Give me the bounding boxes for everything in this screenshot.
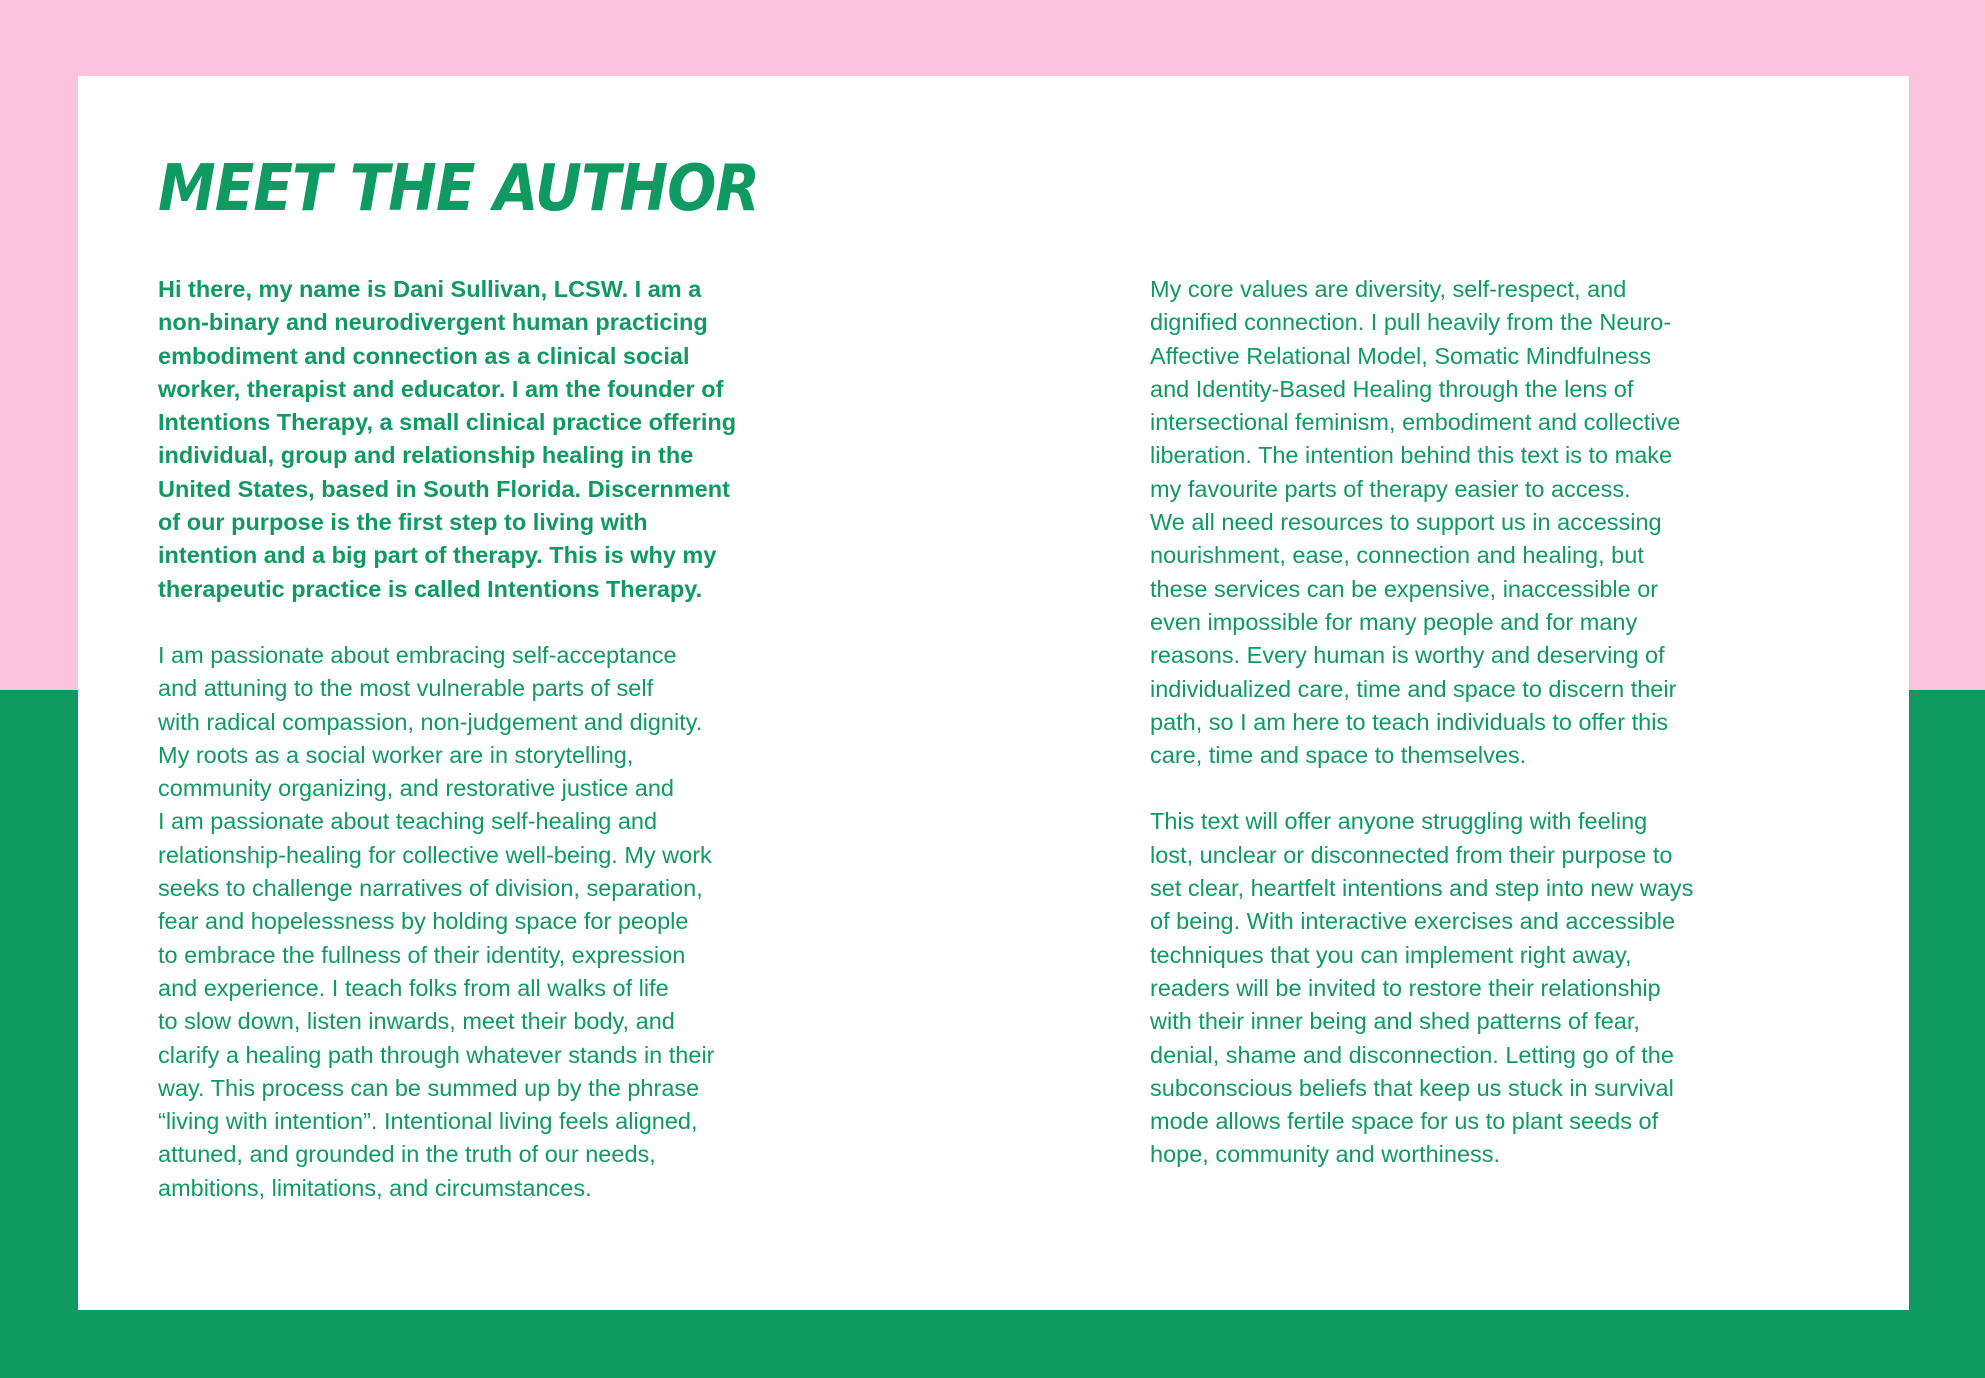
right-column: [1150, 273, 1850, 1172]
page-card: [78, 76, 1909, 1310]
offer-paragraph: This text will offer anyone struggling with feeling lost, unclear or disconnected from their purpose to set clear, heartfelt intentions and step into new ways of being. With interactive exercises and accessible techniques that you can implement right away, readers will be invited to restore their relationship with their inner being and shed patterns of fear, denial, shame and disconnection. Letting go of the subconscious beliefs that keep us stuck in survival mode allows fertile space for us to plant seeds of hope, community and worthiness.: [1150, 808, 1694, 1168]
passion-paragraph: I am passionate about embracing self-acceptance and attuning to the most vulnerable parts of self with radical compassion, non-judgement and dignity. My roots as a social worker are in storytelling, community organizing, and restorative justice and I am passionate about teaching self-healing and relationship-healing for collective well-being. My work seeks to challenge narratives of division, separation, fear and hopelessness by holding space for people to embrace the fullness of their identity, expression and experience. I teach folks from all walks of life to slow down, listen inwards, meet their body, and clarify a healing path through whatever stands in their way. This process can be summed up by the phrase “living with intention”. Intentional living feels aligned, attuned, and grounded in the truth of our needs, ambitions, limitations, and circumstances.: [158, 641, 715, 1201]
page-title: MEET THE AUTHOR: [158, 150, 760, 226]
intro-paragraph: Hi there, my name is Dani Sullivan, LCSW. I am a non-binary and neurodivergent human practicing embodiment and connection as a clinical social worker, therapist and educator. I am the founder of Intentions Therapy, a small clinical practice offering individual, group and relationship healing in the United States, based in South Florida. Discernment of our purpose is the first step to living with intention and a big part of therapy. This is why my therapeutic practice is called Intentions Therapy.: [158, 276, 737, 602]
values-paragraph: My core values are diversity, self-respect, and dignified connection. I pull heavily from the Neuro- Affective Relational Model, Somatic Mindfulness and Identity-Based Healing through the lens of intersectional feminism, embodiment and collective liberation. The intention behind this text is to make my favourite parts of therapy easier to access. We all need resources to support us in accessing nourishment, ease, connection and healing, but these services can be expensive, inaccessible or even impossible for many people and for many reasons. Every human is worthy and deserving of individualized care, time and space to discern their path, so I am here to teach individuals to offer this care, time and space to themselves.: [1150, 276, 1681, 769]
left-column: [158, 273, 858, 1205]
